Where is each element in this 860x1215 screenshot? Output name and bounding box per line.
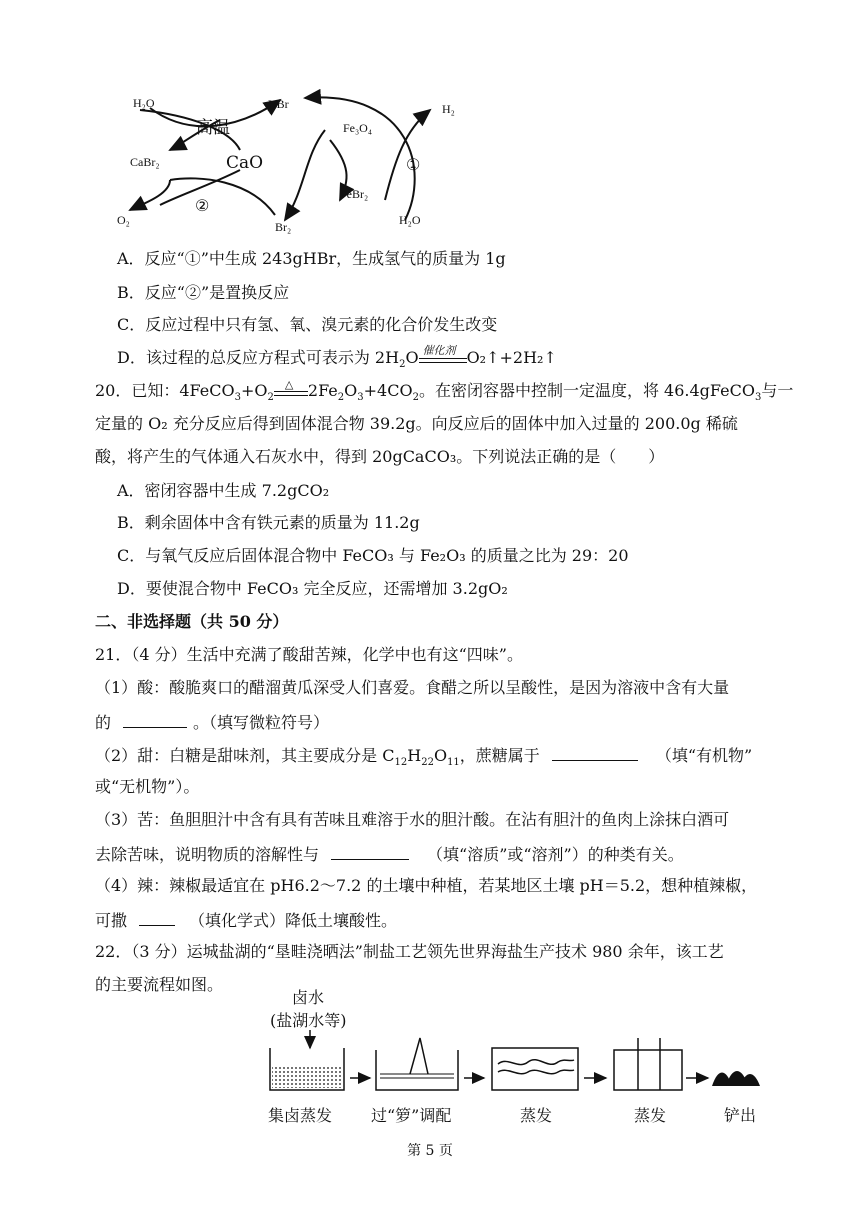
label-cao: CaO [226, 153, 264, 173]
answer-blank-4[interactable] [139, 907, 175, 926]
label-h2o-right: H₂O [399, 213, 421, 227]
q21-text: （填化学式）降低土壤酸性。 [189, 911, 398, 930]
q21-text: （2）甜：白糖是甜味剂，其主要成分是 C [95, 746, 395, 765]
q20-line-1: 20．已知：$4FeCO_3+O_2$ △ $2Fe_2O_3+4CO_2$。在密闭容器中控制一定温度，将 46.4gFeCO$_3$与一 [95, 379, 793, 410]
label-high-temp: 高温 [196, 118, 230, 138]
q20-option-b: B．剩余固体中含有铁元素的质量为 11.2g [117, 513, 420, 532]
q21-text: ，蔗糖属于 [459, 746, 540, 765]
q19-d-suffix: O₂↑+2H₂↑ [466, 348, 557, 367]
q21-sub: 22 [421, 757, 434, 769]
q20-option-c: C．与氧气反应后固体混合物中 FeCO₃ 与 Fe₂O₃ 的质量之比为 29：20 [117, 546, 629, 565]
q21-part2-line2: 或“无机物”）。 [95, 777, 200, 796]
flow-step-3-label: 蒸发 [520, 1106, 553, 1125]
answer-blank-3[interactable] [331, 841, 409, 860]
label-br2: Br₂ [275, 220, 292, 234]
q22-line-1: 22．（3 分）运城盐湖的“垦畦浇晒法”制盐工艺领先世界海盐生产技术 980 余年，该工艺 [95, 942, 724, 961]
q21-part4-line2 [95, 907, 397, 933]
q21-text: 可撒 [95, 911, 128, 930]
q20-line-2: 定量的 O₂ 充分反应后得到固体混合物 39.2g。向反应后的固体中加入过量的 200.0g 稀硫 [95, 414, 738, 433]
q20-text: +4CO [363, 381, 413, 400]
q19-d-o: O [405, 348, 419, 367]
q20-line-3: 酸，将产生的气体通入石灰水中，得到 20gCaCO₃。下列说法正确的是（ ） [95, 447, 665, 466]
salt-pile-icon [712, 1071, 760, 1086]
q21-text: 去除苦味，说明物质的溶解性与 [95, 845, 320, 864]
q21-intro: 21．（4 分）生活中充满了酸甜苦辣，化学中也有这“四味”。 [95, 645, 523, 664]
arrow-br2-to-cao [170, 178, 275, 215]
q19-option-c: C．反应过程中只有氢、氧、溴元素的化合价发生改变 [117, 315, 498, 334]
flow-step-2-label: 过“箩”调配 [371, 1106, 452, 1125]
q20-text: O [344, 381, 358, 400]
q19-d-sub: 2 [399, 359, 406, 371]
q21-part2-line1 [95, 742, 752, 775]
q21-text: 的 [95, 713, 112, 732]
q20-heat-sign [274, 377, 308, 402]
label-circle-1: ① [406, 155, 421, 174]
flow-input-label-1: 卤水 [292, 988, 325, 1007]
arrow-febr2-to-br2 [285, 130, 325, 220]
answer-blank-1[interactable] [123, 709, 187, 728]
flow-step-4-vessel [614, 1038, 682, 1090]
label-h2: H₂ [442, 102, 455, 116]
q21-text: O [433, 746, 448, 765]
q21-part3-line1: （3）苦：鱼胆胆汁中含有具有苦味且难溶于水的胆汁酸。在沾有胆汁的鱼肉上涂抹白酒可 [95, 810, 730, 829]
label-cabr2: CaBr₂ [130, 155, 160, 169]
q20-option-a: A．密闭容器中生成 7.2gCO₂ [117, 481, 330, 500]
label-hbr: HBr [268, 97, 289, 111]
q20-text: 2Fe [307, 381, 338, 400]
q21-sub: 11 [447, 757, 460, 769]
flow-step-2-vessel [376, 1038, 458, 1090]
heat-triangle-icon: △ [284, 377, 294, 391]
salt-flow-diagram [262, 1030, 762, 1105]
section-heading: 二、非选择题（共 50 分） [95, 612, 289, 631]
q21-text: （填“有机物” [655, 746, 753, 765]
q19-d-catalyst: 催化剂 [422, 343, 456, 357]
answer-blank-2[interactable] [552, 742, 638, 761]
label-circle-2: ② [195, 196, 210, 215]
q21-text: （填“溶质”或“溶剂”）的种类有关。 [427, 845, 684, 864]
label-h2o-left: H₂O [133, 96, 155, 110]
q20-option-d: D．要使混合物中 FeCO₃ 完全反应，还需增加 3.2gO₂ [117, 579, 508, 598]
q19-d-prefix: D．该过程的总反应方程式可表示为 2H [117, 348, 400, 367]
q21-part3-line2 [95, 841, 684, 867]
q19-option-d [117, 343, 557, 377]
flow-step-5-label: 铲出 [724, 1106, 757, 1125]
flow-step-4-label: 蒸发 [634, 1106, 667, 1125]
q20-text: +O [240, 381, 268, 400]
flow-step-1-label: 集卤蒸发 [268, 1106, 333, 1125]
label-febr2: FeBr₂ [340, 187, 369, 201]
q19-option-b: B．反应“②”是置换反应 [117, 283, 290, 302]
label-fe3o4: Fe₃O₄ [343, 121, 373, 135]
q19-d-equation-sign [419, 343, 467, 369]
q22-line-2: 的主要流程如图。 [95, 975, 224, 994]
flow-step-3-vessel [492, 1048, 578, 1090]
q21-part1-line2 [95, 709, 329, 735]
flow-step-1-vessel [270, 1048, 344, 1090]
q20-text: 。在密闭容器中控制一定温度，将 46.4gFeCO [418, 381, 755, 400]
label-o2: O₂ [117, 213, 130, 227]
q21-text: 。（填写微粒符号） [193, 713, 330, 732]
q20-text: 与一 [761, 381, 794, 400]
page-number: 第 5 页 [407, 1143, 453, 1159]
q19-option-a: A．反应“①”中生成 243gHBr，生成氢气的质量为 1g [117, 249, 506, 268]
q21-text: H [407, 746, 422, 765]
q20-text: 20．已知：4FeCO [95, 381, 235, 400]
q21-sub: 12 [394, 757, 408, 769]
flow-input-label-2: (盐湖水等) [270, 1011, 347, 1030]
q21-part4-line1: （4）辣：辣椒最适宜在 pH6.2～7.2 的土壤中种植，若某地区土壤 pH＝5.2，想种植辣椒， [95, 876, 758, 895]
arrow-cabr2-to-o2 [130, 180, 170, 210]
q21-part1-line1: （1）酸：酸脆爽口的醋溜黄瓜深受人们喜爱。食醋之所以呈酸性，是因为溶液中含有大量 [95, 678, 730, 697]
